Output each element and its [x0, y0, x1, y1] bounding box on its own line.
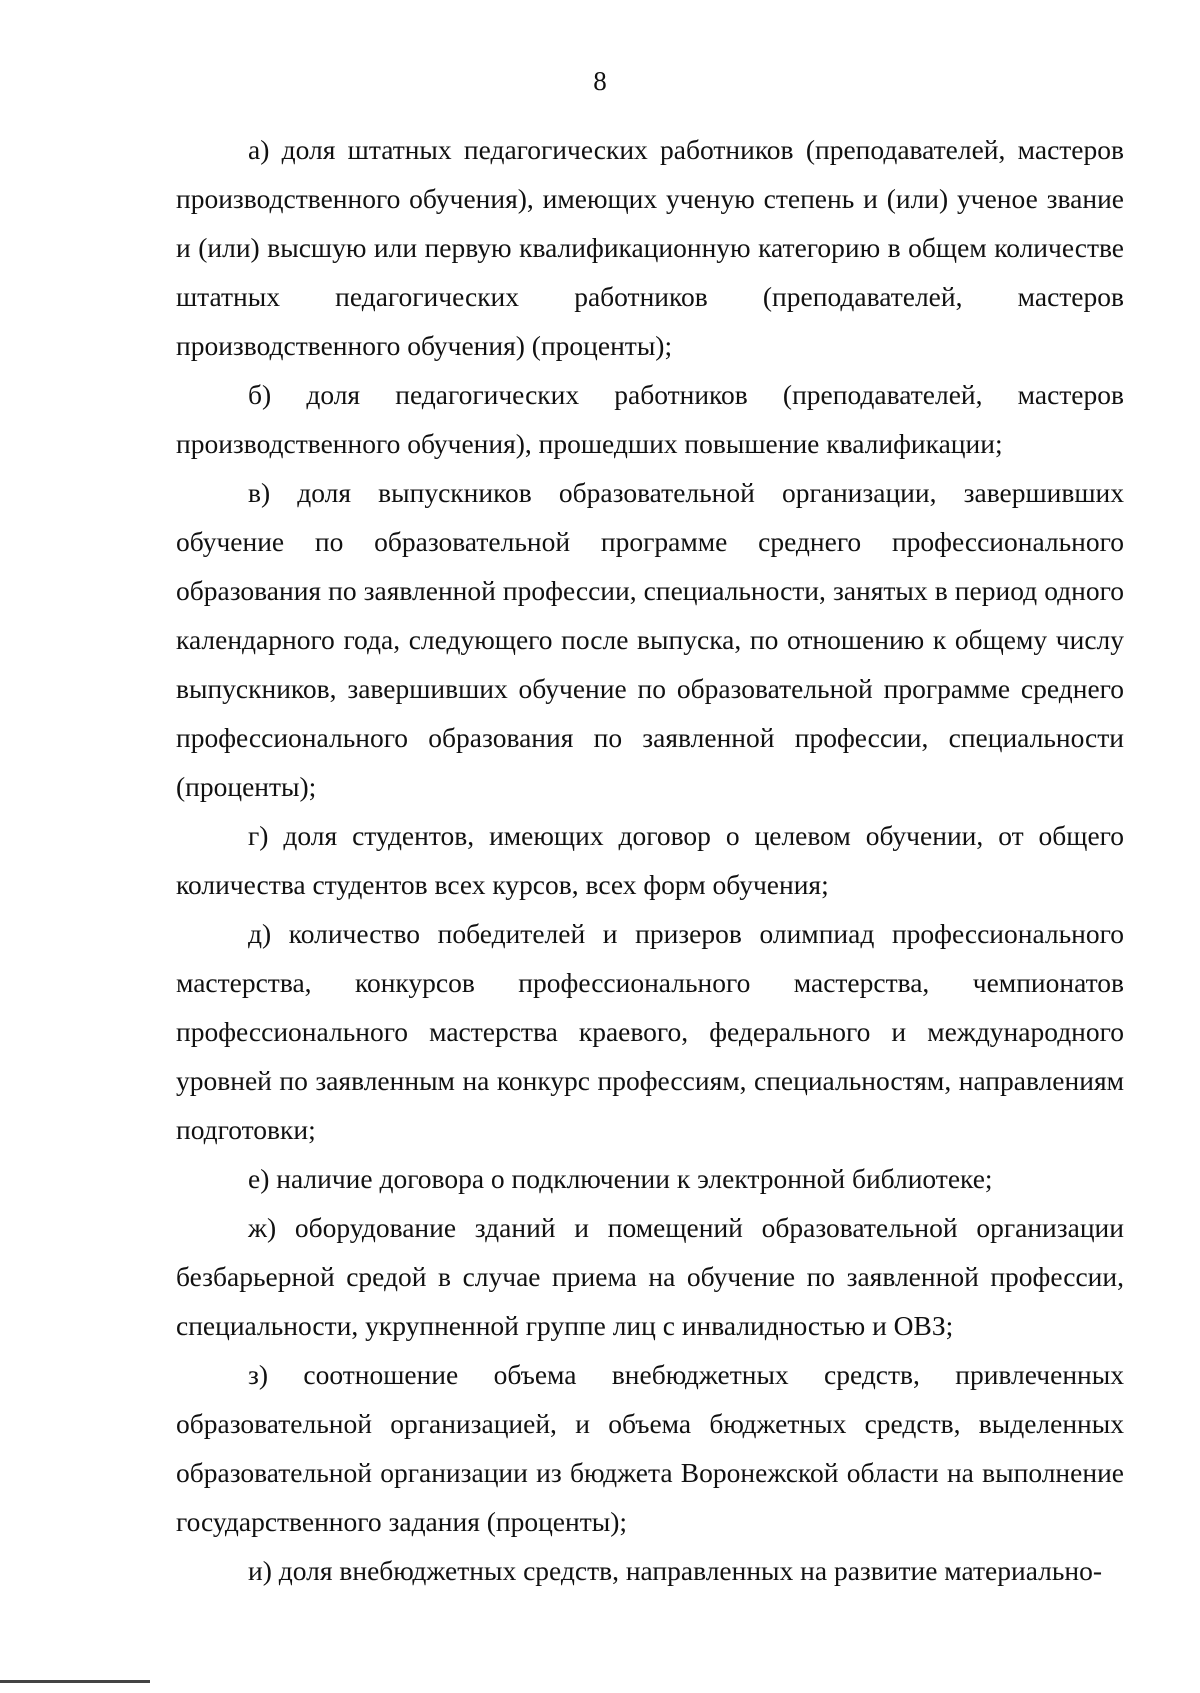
- paragraph-z: з) соотношение объема внебюджетных средств, привлеченных образовательной организацией, и объема бюджетных средств, выделенных образовательной организации из бюджета Воронежской области на выполнение государственного задания (проценты);: [176, 1359, 1124, 1537]
- scan-edge-line: [0, 1680, 150, 1683]
- paragraph-a: а) доля штатных педагогических работников (преподавателей, мастеров производственного обучения), имеющих ученую степень и (или) ученое звание и (или) высшую или первую квалификационную категорию в общем количестве штатных педагогических работников (преподавателей, мастеров производственного обучения) (проценты);: [176, 134, 1124, 361]
- paragraph-g: г) доля студентов, имеющих договор о целевом обучении, от общего количества студентов всех курсов, всех форм обучения;: [176, 820, 1124, 900]
- page-number: 8: [593, 66, 607, 96]
- paragraph-b: б) доля педагогических работников (преподавателей, мастеров производственного обучения), прошедших повышение квалификации;: [176, 379, 1124, 459]
- paragraph-i: и) доля внебюджетных средств, направленных на развитие материально-: [248, 1555, 1103, 1586]
- paragraph-v: в) доля выпускников образовательной организации, завершивших обучение по образовательной программе среднего профессионального образования по заявленной профессии, специальности, занятых в период одного календарного года, следующего после выпуска, по отношению к общему числу выпускников, завершивших обучение по образовательной программе среднего профессионального образования по заявленной профессии, специальности (проценты);: [176, 477, 1124, 802]
- paragraph-zh: ж) оборудование зданий и помещений образовательной организации безбарьерной средой в случае приема на обучение по заявленной профессии, специальности, укрупненной группе лиц с инвалидностью и ОВЗ;: [176, 1212, 1124, 1341]
- paragraph-e: е) наличие договора о подключении к электронной библиотеке;: [248, 1163, 993, 1194]
- document-body: [176, 125, 1124, 1595]
- paragraph-d: д) количество победителей и призеров олимпиад профессионального мастерства, конкурсов профессионального мастерства, чемпионатов профессионального мастерства краевого, федерального и международного уровней по заявленным на конкурс профессиям, специальностям, направлениям подготовки;: [176, 918, 1124, 1145]
